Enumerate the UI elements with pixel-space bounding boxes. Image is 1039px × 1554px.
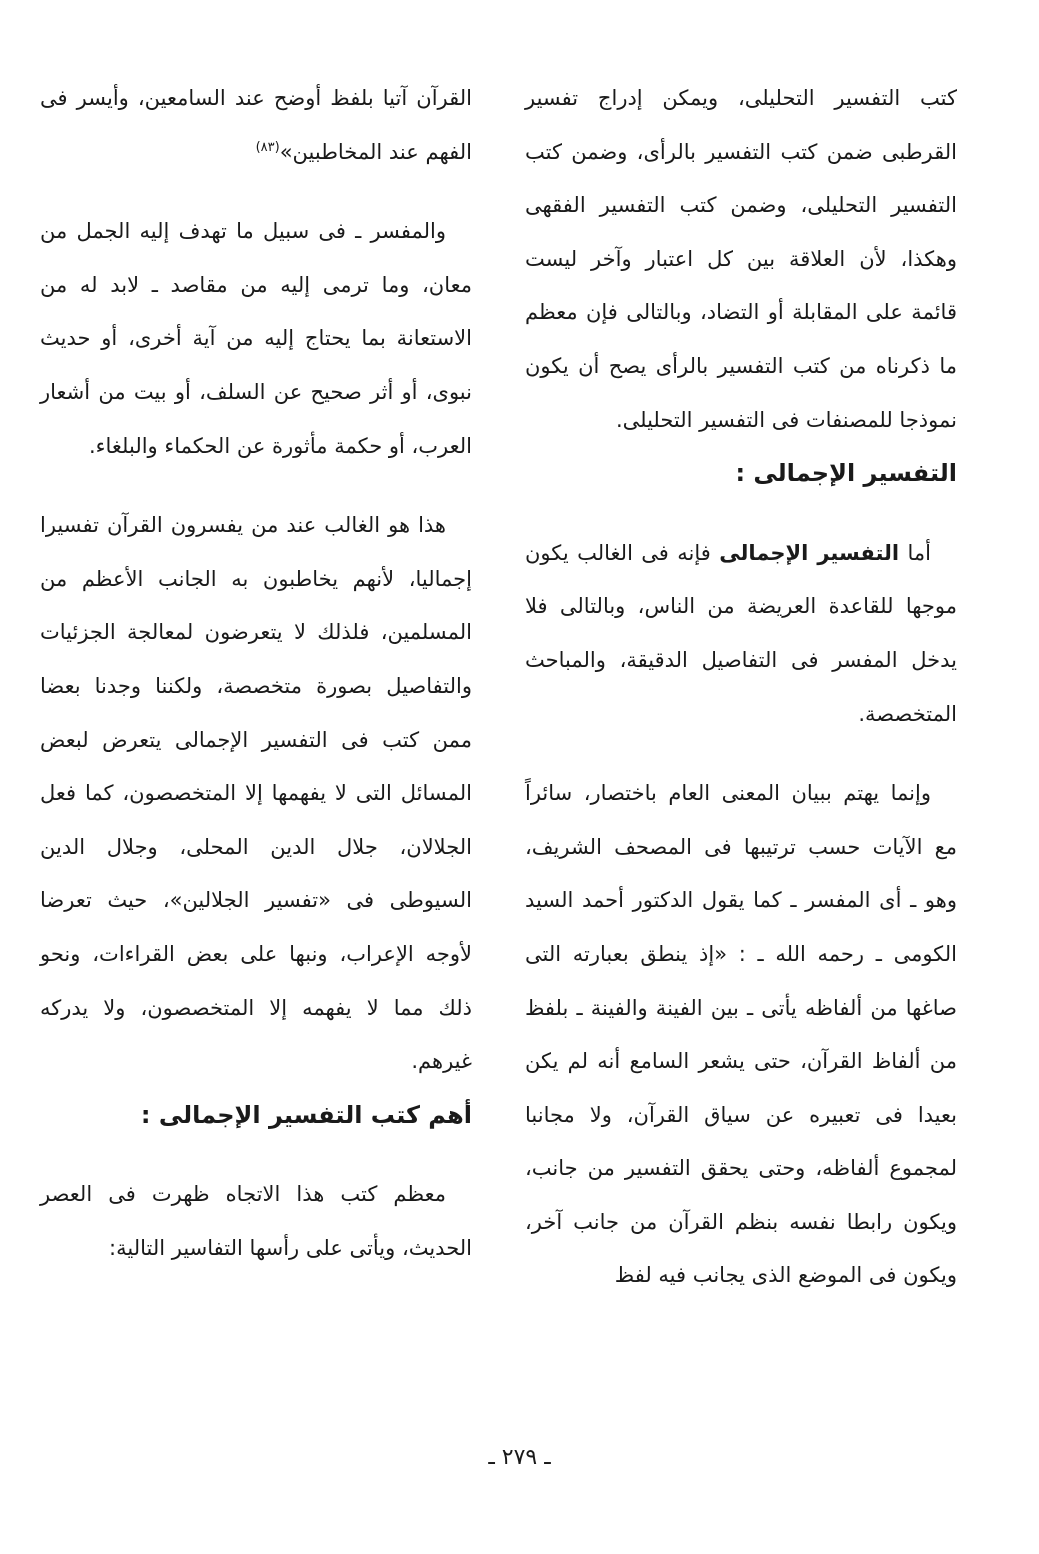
paragraph-right-3: وإنما يهتم ببيان المعنى العام باختصار، سائراً مع الآيات حسب ترتيبها فى المصحف الشريف، وهو ـ أى المفسر ـ كما يقول الدكتور أحمد السيد الكومى ـ رحمه الله ـ : «إذ ينطق بعبارته التى صاغها من ألفاظه يأتى ـ بين الفينة والفينة ـ بلفظ من ألفاظ القرآن، حتى يشعر السامع أنه لم يكن بعيدا فى تعبيره عن سياق القرآن، ولا مجانبا لمجموع ألفاظه، وحتى يحقق التفسير من جانب، ويكون رابطا نفسه بنظم القرآن من جانب آخر، ويكون فى الموضع الذى يجانب فيه لفظ xyxy=(525,781,957,1288)
bold-term-tafsir-ijmali: التفسير الإجمالى xyxy=(719,540,900,565)
paragraph-right-2-rest: فإنه فى الغالب يكون موجها للقاعدة العريضة من الناس، وبالتالى فلا يدخل المفسر فى التفاصيل الدقيقة، والمباحث المتخصصة. xyxy=(525,540,957,726)
section-heading-important-books: أهم كتب التفسير الإجمالى : xyxy=(140,1100,472,1129)
page-number: ـ ٢٧٩ ـ xyxy=(488,1445,551,1470)
paragraph-right-2 xyxy=(525,527,957,741)
paragraph-left-4: معظم كتب هذا الاتجاه ظهرت فى العصر الحديث، ويأتى على رأسها التفاسير التالية: xyxy=(40,1182,472,1260)
left-column xyxy=(40,72,472,1275)
paragraph-left-1-text: القرآن آتيا بلفظ أوضح عند السامعين، وأيسر فى الفهم عند المخاطبين» xyxy=(40,86,472,164)
paragraph-left-2: والمفسر ـ فى سبيل ما تهدف إليه الجمل من معان، وما ترمى إليه من مقاصد ـ لابد له من الاستعانة بما يحتاج إليه من آية أخرى، أو حديث نبوى، أو أثر صحيح عن السلف، أو بيت من أشعار العرب، أو حكمة مأثورة عن الحكماء والبلغاء. xyxy=(40,219,472,458)
section-heading-tafsir-ijmali: التفسير الإجمالى : xyxy=(735,459,957,488)
paragraph-left-1 xyxy=(40,72,472,179)
footnote-reference: (٨٣) xyxy=(255,139,280,155)
paragraph-left-3: هذا هو الغالب عند من يفسرون القرآن تفسيرا إجماليا، لأنهم يخاطبون به الجانب الأعظم من المسلمين، فلذلك لا يتعرضون لمعالجة الجزئيات والتفاصيل بصورة متخصصة، ولكننا وجدنا بعضا ممن كتب فى التفسير الإجمالى يتعرض لبعض المسائل التى لا يفهمها إلا المتخصصون، كما فعل الجلالان، جلال الدين المحلى، وجلال الدين السيوطى فى «تفسير الجلالين»، حيث تعرضا لأوجه الإعراب، ونبها على بعض القراءات، ونحو ذلك مما لا يفهمه إلا المتخصصون، ولا يدركه غيرهم. xyxy=(40,513,472,1074)
right-column xyxy=(525,72,957,1303)
paragraph-right-1: كتب التفسير التحليلى، ويمكن إدراج تفسير القرطبى ضمن كتب التفسير بالرأى، وضمن كتب التفسير التحليلى، وضمن كتب التفسير الفقهى وهكذا، لأن العلاقة بين كل اعتبار وآخر ليست قائمة على المقابلة أو التضاد، وبالتالى فإن معظم ما ذكرناه من كتب التفسير بالرأى يصح أن يكون نموذجا للمصنفات فى التفسير التحليلى. xyxy=(525,86,957,432)
paragraph-right-2-start: أما xyxy=(899,540,931,565)
